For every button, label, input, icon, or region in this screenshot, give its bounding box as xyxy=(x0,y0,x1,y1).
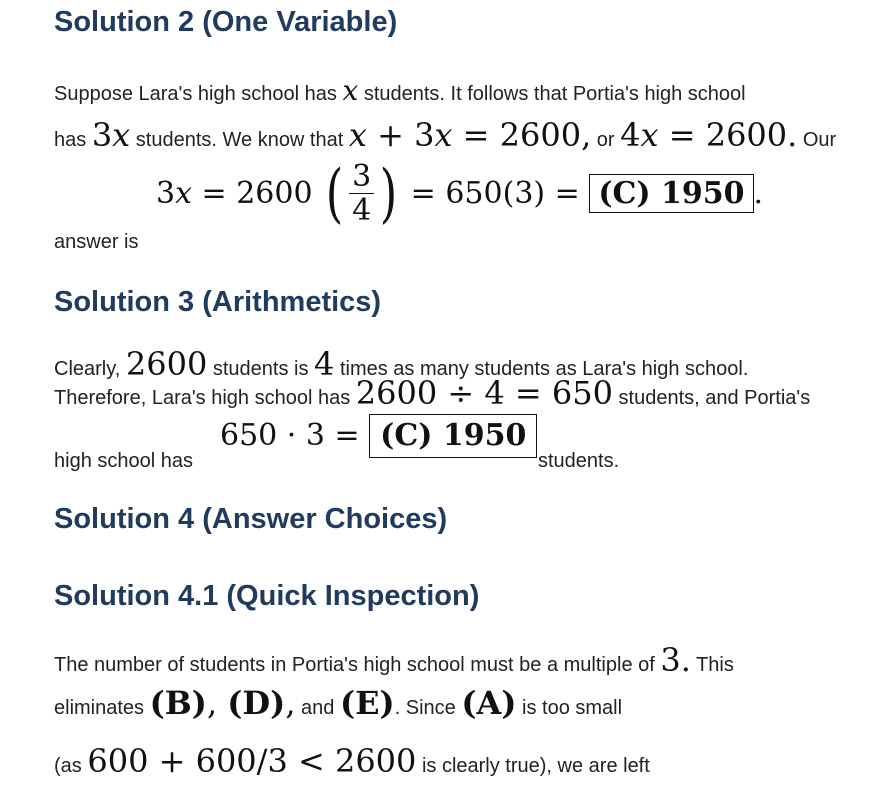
sol41-l3-equation: 600 + 600/3 < 2600 xyxy=(87,742,417,780)
choice-b: (B) xyxy=(149,684,207,722)
sol2-answer-box: (C) 1950 xyxy=(589,174,753,214)
left-paren: ( xyxy=(325,156,344,231)
sol41-line-2 xyxy=(54,684,622,722)
sol2-l2-or: or xyxy=(591,129,621,151)
sol41-l1-3: 3. xyxy=(660,641,691,679)
sol2-eq1-x: x xyxy=(348,116,367,154)
sol41-l1-text: The number of students in Portia's high school must be a multiple of xyxy=(54,654,661,676)
sol3-l3-text: high school has xyxy=(54,450,193,472)
choice-d: (D) xyxy=(227,684,286,722)
sol41-and: and xyxy=(295,697,340,719)
sol2-eq1-rest: + 3 xyxy=(366,116,435,154)
solution-3-heading: Solution 3 (Arithmetics) xyxy=(54,286,382,318)
choice-e: (E) xyxy=(339,684,395,722)
sol2-eq-lhs: 3 xyxy=(156,176,176,211)
sol2-l1-var-x: x xyxy=(342,74,359,107)
sol2-eq2-end: = 2600. xyxy=(658,116,798,154)
sol2-l2-our: Our xyxy=(797,129,837,151)
solution-4-heading: Solution 4 (Answer Choices) xyxy=(54,503,448,535)
sol3-equation xyxy=(220,414,537,458)
sol2-l1-text2: students. It follows that Portia's high school xyxy=(358,83,746,105)
sol2-eq2-4: 4 xyxy=(620,116,641,154)
sol2-eq-mid: = 2600 xyxy=(192,176,323,211)
sol3-l3-eq: 650 · 3 = xyxy=(220,418,370,454)
sol3-l1-2600: 2600 xyxy=(125,345,208,383)
sol2-l2-x: x xyxy=(112,116,131,154)
sol2-l1-text: Suppose Lara's high school has xyxy=(54,83,343,105)
sol2-display-equation xyxy=(156,156,764,231)
sol3-line-3 xyxy=(54,450,193,473)
sol3-students-text: students. xyxy=(538,450,620,472)
sol2-answer-is-text: answer is xyxy=(54,231,139,253)
sol41-since: . Since xyxy=(394,697,462,719)
sol2-eq-lhs-x: x xyxy=(175,176,193,211)
sol41-line-1 xyxy=(54,641,734,679)
sol2-eq1-x2: x xyxy=(434,116,453,154)
sol41-comma-1: , xyxy=(206,684,228,722)
sol2-l2-has: has xyxy=(54,129,92,151)
sol41-l2-elim: eliminates xyxy=(54,697,150,719)
solution-4-1-heading: Solution 4.1 (Quick Inspection) xyxy=(54,580,480,612)
sol3-l2-text: Therefore, Lara's high school has xyxy=(54,387,356,409)
solution-2-heading: Solution 2 (One Variable) xyxy=(54,6,398,38)
sol41-l3-rest: is clearly true), we are left xyxy=(416,755,650,777)
sol3-l2-equation: 2600 ÷ 4 = 650 xyxy=(355,374,613,412)
sol2-eq1-end: = 2600, xyxy=(452,116,592,154)
sol41-line-3 xyxy=(54,742,650,780)
sol41-small: is too small xyxy=(516,697,623,719)
sol3-l1-text: students is xyxy=(207,358,315,380)
sol2-l2-text: students. We know that xyxy=(130,129,349,151)
sol2-l2-3: 3 xyxy=(91,116,113,154)
sol41-l1-this: This xyxy=(690,654,734,676)
sol3-l1-text2: times as many students as Lara's high school. xyxy=(334,358,749,380)
sol2-answer-is xyxy=(54,231,138,254)
sol3-l2-text2: students, and Portia's xyxy=(612,387,811,409)
sol3-l1-clearly: Clearly, xyxy=(54,358,126,380)
choice-a: (A) xyxy=(461,684,517,722)
fraction xyxy=(349,160,374,227)
sol3-line-2 xyxy=(54,374,810,412)
sol2-line-2 xyxy=(54,116,836,154)
sol2-line-1 xyxy=(54,74,746,107)
sol2-eq2-x: x xyxy=(640,116,659,154)
sol3-l1-4: 4 xyxy=(314,345,335,383)
sol2-eq-right: = 650(3) = xyxy=(401,176,590,211)
sol41-l3-as: (as xyxy=(54,755,88,777)
fraction-numerator: 3 xyxy=(349,160,374,194)
sol2-eq-period: . xyxy=(753,176,764,211)
right-paren: ) xyxy=(379,156,398,231)
sol3-students xyxy=(538,450,619,473)
sol41-comma-2: , xyxy=(285,684,296,722)
sol3-answer-box: (C) 1950 xyxy=(369,414,537,458)
fraction-denominator: 4 xyxy=(352,193,372,228)
